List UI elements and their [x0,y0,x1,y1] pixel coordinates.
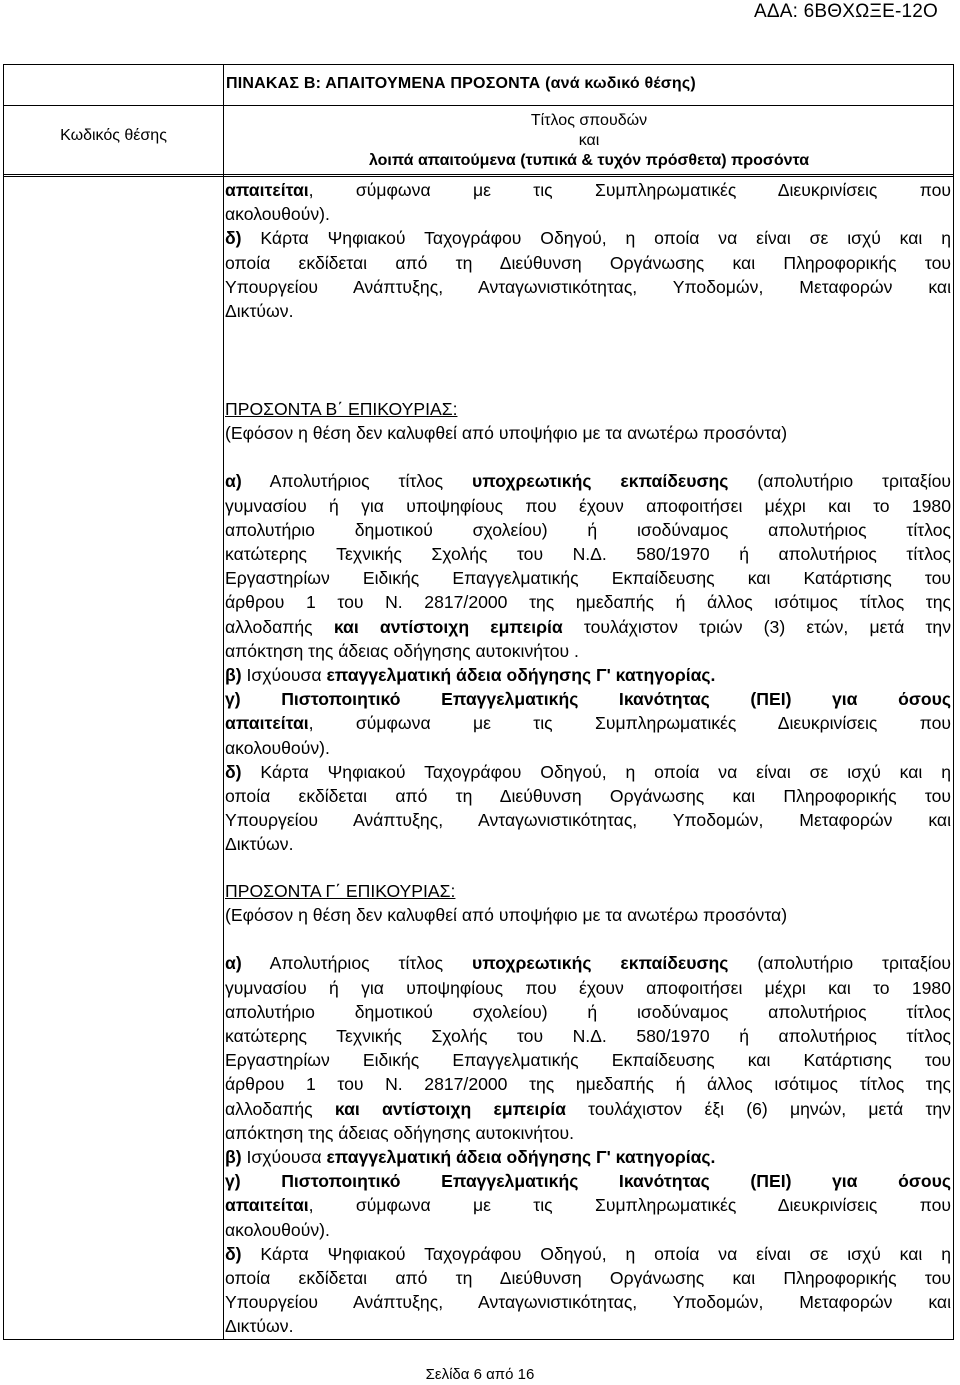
text-line [225,1242,951,1266]
text-run: επαγγελματική άδεια οδήγησης Γ' κατηγορίας. [326,665,716,686]
section-heading: ΠΡΟΣΟΝΤΑ Β΄ ΕΠΙΚΟΥΡΙΑΣ: [225,399,458,419]
text-line: γυμνασίου ή για υποψηφίους που έχουν αποφοιτήσει μέχρι και το 1980 [225,495,951,516]
continuation-block [225,178,951,323]
text-line: απολυτήριο δημοτικού σχολείου) ή ισοδύναμος απολυτήριος τίτλος [225,519,951,540]
table-title: ΠΙΝΑΚΑΣ Β: ΑΠΑΙΤΟΥΜΕΝΑ ΠΡΟΣΟΝΤΑ (ανά κωδικό θέσης) [226,75,696,92]
text-run: , σύμφωνα με τις Συμπληρωματικές Διευκρινίσεις που [308,1195,951,1216]
text-line: κατώτερης Τεχνικής Σχολής του Ν.Δ. 580/1970 ή απολυτήριος τίτλος [225,1026,951,1047]
section-subtitle: (Εφόσον η θέση δεν καλυφθεί από υποψήφιο με τα ανωτέρω προσόντα) [225,423,788,444]
text-line [225,951,951,975]
text-line: άρθρου 1 του Ν. 2817/2000 της ημεδαπής ή άλλος ισότιμος τίτλος της [225,1074,951,1095]
text-line [225,663,951,687]
text-line: γ) Πιστοποιητικό Επαγγελματικής Ικανότητας (ΠΕΙ) για όσους [225,689,951,710]
text-line [225,1145,951,1169]
text-line [225,711,951,735]
text-run: και αντίστοιχη εμπειρία [334,1098,566,1119]
text-run: αλλοδαπής [225,616,334,637]
text-run: , σύμφωνα με τις Συμπληρωματικές Διευκρινίσεις που [308,713,951,734]
text-line: ακολουθούν). [225,204,330,225]
text-line: Εργαστηρίων Ειδικής Επαγγελματικής Εκπαίδευσης και Κατάρτισης του [225,568,951,589]
text-run: και αντίστοιχη εμπειρία [333,616,563,637]
column-header-code: Κωδικός θέσης [60,127,167,144]
text-line: κατώτερης Τεχνικής Σχολής του Ν.Δ. 580/1970 ή απολυτήριος τίτλος [225,544,951,565]
text-line: Υπουργείου Ανάπτυξης, Ανταγωνιστικότητας, Υποδομών, Μεταφορών και [225,810,951,831]
text-run: Ισχύουσα [241,1147,327,1168]
section-c-auxiliary [225,879,951,1339]
text-line [225,178,951,202]
text-run: απαιτείται [225,713,309,734]
text-line: απόκτηση της άδειας οδήγησης αυτοκινήτου. [225,1122,575,1143]
text-line: γ) Πιστοποιητικό Επαγγελματικής Ικανότητας (ΠΕΙ) για όσους [225,1171,951,1192]
text-line [225,1193,951,1217]
section-heading: ΠΡΟΣΟΝΤΑ Γ΄ ΕΠΙΚΟΥΡΙΑΣ: [225,881,456,901]
text-line: Δικτύων. [225,834,294,855]
text-line: Εργαστηρίων Ειδικής Επαγγελματικής Εκπαίδευσης και Κατάρτισης του [225,1050,951,1071]
text-line [225,760,951,784]
text-run: απαιτείται [225,180,309,200]
column-divider [223,65,224,1339]
text-line: Δικτύων. [225,1316,294,1337]
title-row-divider [4,105,953,106]
text-line [225,615,951,639]
text-run: (απολυτήριο τριταξίου [728,471,951,492]
text-line: ακολουθούν). [225,737,330,758]
text-line: Δικτύων. [225,301,294,322]
text-run: (απολυτήριο τριταξίου [728,953,951,974]
header-divider [4,174,953,177]
text-run: Απολυτήριος τίτλος [241,953,472,974]
text-line: απόκτηση της άδειας οδήγησης αυτοκινήτου . [225,640,579,661]
text-run: β) [225,665,242,686]
text-run: τουλάχιστον τριών (3) ετών, μετά την [562,616,951,637]
text-line: γυμνασίου ή για υποψηφίους που έχουν αποφοιτήσει μέχρι και το 1980 [225,977,951,998]
text-run: α) [225,471,242,492]
text-run: β) [225,1147,242,1168]
text-line [225,469,951,493]
text-run: Απολυτήριος τίτλος [241,471,472,492]
text-run: δ) [225,761,242,782]
text-run: απαιτείται [225,1195,309,1216]
text-line [225,226,951,250]
section-b-auxiliary [225,397,951,857]
text-line: Υπουργείου Ανάπτυξης, Ανταγωνιστικότητας, Υποδομών, Μεταφορών και [225,276,951,297]
text-run: υποχρεωτικής εκπαίδευσης [472,471,729,492]
text-run: επαγγελματική άδεια οδήγησης Γ' κατηγορίας. [326,1147,716,1168]
text-line: οποία εκδίδεται από τη Διεύθυνση Οργάνωσης και Πληροφορικής του [225,252,951,273]
ada-code: ΑΔΑ: 6ΒΘΧΩΞΕ-12Ο [754,1,938,22]
text-run: Κάρτα Ψηφιακού Ταχογράφου Οδηγού, η οποία να είναι σε ισχύ και η [241,228,951,249]
text-run: Ισχύουσα [241,665,327,686]
text-line: οποία εκδίδεται από τη Διεύθυνση Οργάνωσης και Πληροφορικής του [225,1268,951,1289]
page-number: Σελίδα 6 από 16 [425,1366,535,1383]
text-run: υποχρεωτικής εκπαίδευσης [472,953,729,974]
text-line: απολυτήριο δημοτικού σχολείου) ή ισοδύναμος απολυτήριος τίτλος [225,1001,951,1022]
text-run: δ) [225,1243,242,1264]
text-run: , σύμφωνα με τις Συμπληρωματικές Διευκρινίσεις που [308,180,951,200]
text-line: οποία εκδίδεται από τη Διεύθυνση Οργάνωσης και Πληροφορικής του [225,786,951,807]
text-line [225,1097,951,1121]
text-run: αλλοδαπής [225,1098,335,1119]
column-header-qualifications: Τίτλος σπουδών και λοιπά απαιτούμενα (τυπικά & τυχόν πρόσθετα) προσόντα [368,112,810,169]
section-subtitle: (Εφόσον η θέση δεν καλυφθεί από υποψήφιο με τα ανωτέρω προσόντα) [225,905,788,926]
text-run: Κάρτα Ψηφιακού Ταχογράφου Οδηγού, η οποία να είναι σε ισχύ και η [241,761,951,782]
text-line: Υπουργείου Ανάπτυξης, Ανταγωνιστικότητας, Υποδομών, Μεταφορών και [225,1292,951,1313]
text-run: δ) [225,228,242,249]
text-run: Κάρτα Ψηφιακού Ταχογράφου Οδηγού, η οποία να είναι σε ισχύ και η [241,1243,951,1264]
text-line: άρθρου 1 του Ν. 2817/2000 της ημεδαπής ή άλλος ισότιμος τίτλος της [225,592,951,613]
text-run: α) [225,953,242,974]
text-line: ακολουθούν). [225,1219,330,1240]
text-run: τουλάχιστον έξι (6) μηνών, μετά την [565,1098,951,1119]
